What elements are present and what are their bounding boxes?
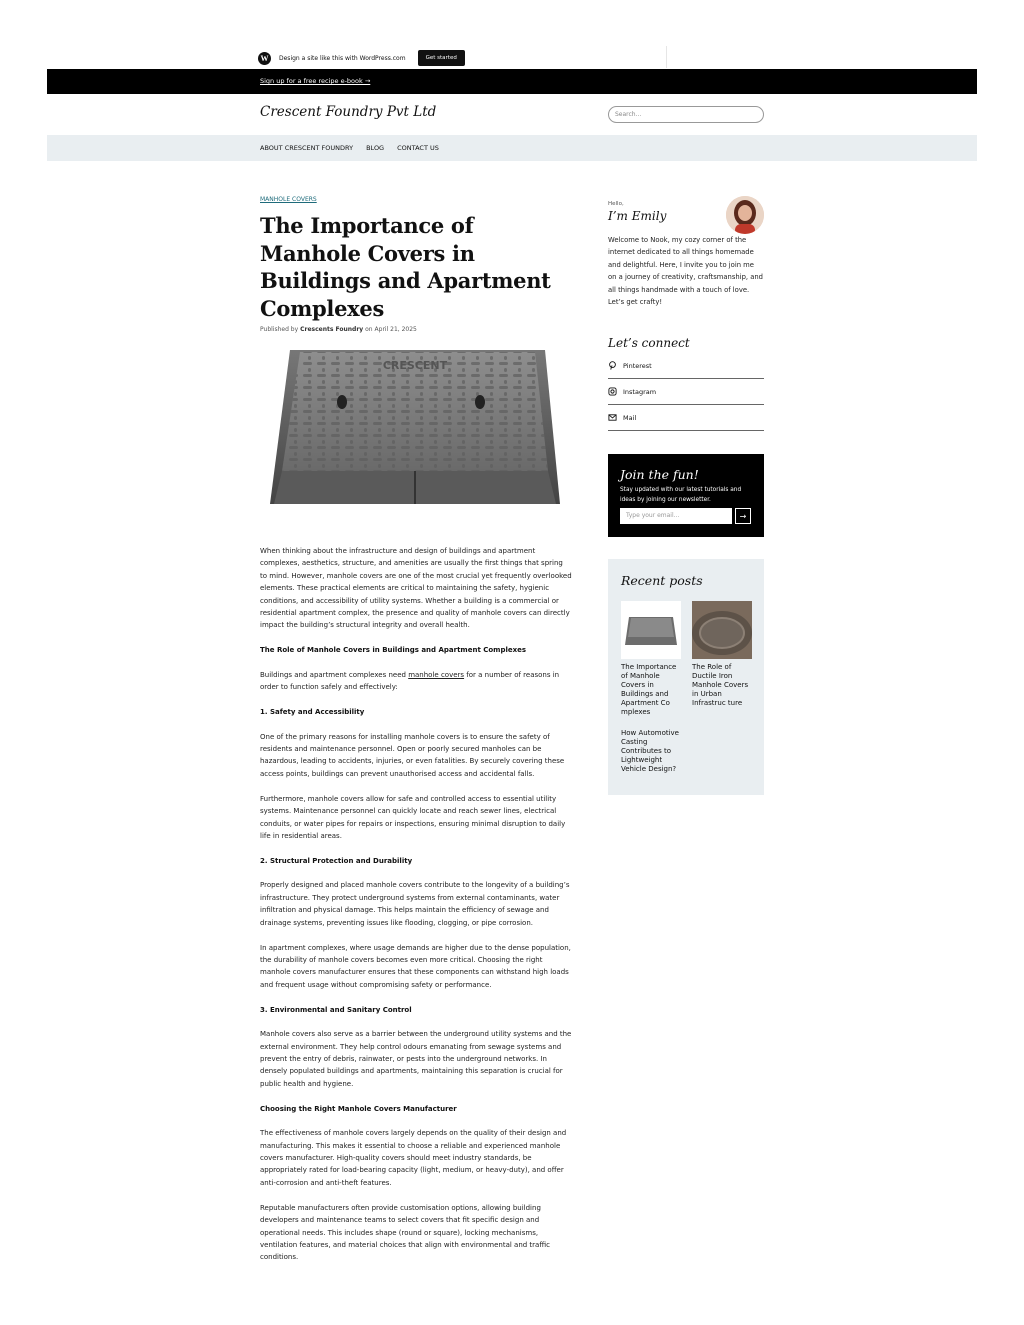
- greeting: Hello,: [608, 201, 624, 207]
- recent-posts-heading: Recent posts: [621, 573, 703, 588]
- paragraph: One of the primary reasons for installing manhole covers is to ensure the safety of residents and maintenance personnel. Open or poorly secured manholes can be hazardous, leading to accidents, injuries, or even fatalities. By securely covering these access points, buildings can prevent unauthorised access and accidental falls.: [260, 732, 565, 778]
- recent-posts: [608, 559, 764, 795]
- social-label: Pinterest: [623, 361, 652, 370]
- subscribe-button[interactable]: →: [735, 508, 751, 524]
- post-date[interactable]: April 21, 2025: [374, 326, 417, 333]
- social-link-mail[interactable]: [608, 405, 764, 431]
- divider: [666, 46, 667, 68]
- paragraph: Properly designed and placed manhole covers contribute to the longevity of a building’s infrastructure. They protect underground systems from external contaminants, water infiltration and physical damage. This helps maintain the efficiency of sewage and drainage systems, preventing issues like flooding, clogging, or pipe corrosion.: [260, 881, 570, 927]
- connect-heading: Let’s connect: [608, 336, 690, 350]
- paragraph: In apartment complexes, where usage demands are higher due to the dense population, the durability of manhole covers becomes even more critical. Choosing the right manhole covers manufacturer ensures that these components can withstand high loads and frequent usage without compromising safety or performance.: [260, 943, 571, 989]
- social-link-instagram[interactable]: [608, 379, 764, 405]
- section-heading: The Role of Manhole Covers in Buildings and Apartment Complexes: [260, 646, 527, 655]
- main-navigation: [47, 135, 977, 161]
- author-name: I’m Emily: [608, 209, 667, 223]
- sidebar: [608, 196, 764, 422]
- social-label: Instagram: [623, 387, 657, 396]
- mail-icon: [608, 413, 617, 422]
- nav-item-blog[interactable]: BLOG: [366, 144, 385, 152]
- recent-post-link[interactable]: How Automotive Casting Contributes to Lightweight Vehicle Design?: [621, 729, 679, 773]
- newsletter-heading: Join the fun!: [620, 467, 699, 482]
- paragraph: The effectiveness of manhole covers largely depends on the quality of their design and manufacturing. This makes it essential to choose a reliable and experienced manhole covers manufacturer. High-quality covers should meet industry standards, be appropriately rated for load-bearing capacity (light, medium, or heavy-duty), and offer anti-corrosion and anti-theft features.: [260, 1129, 567, 1187]
- pinterest-icon: [608, 361, 617, 370]
- social-link-pinterest[interactable]: [608, 353, 764, 379]
- section-heading: 2. Structural Protection and Durability: [260, 856, 413, 865]
- recent-post-thumbnail[interactable]: [621, 601, 681, 659]
- nav-item-about[interactable]: ABOUT CRESCENT FOUNDRY: [260, 144, 354, 152]
- author-intro: Welcome to Nook, my cozy corner of the internet dedicated to all things homemade and delightful. Here, I invite you to join me on a journey of creativity, craftsmanship, and all things handmade with a touch of love. Let’s get crafty!: [608, 236, 763, 307]
- wordpress-logo-icon: W: [258, 52, 271, 65]
- email-input[interactable]: Type your email...: [620, 508, 732, 524]
- wordpress-promo-bar: [258, 48, 465, 68]
- search-input[interactable]: Search...: [608, 106, 764, 123]
- wordpress-promo-text[interactable]: Design a site like this with WordPress.com: [279, 54, 406, 62]
- article-body: [260, 545, 572, 1276]
- article-title: The Importance of Manhole Covers in Buildings and Apartment Complexes: [260, 213, 551, 321]
- paragraph: Furthermore, manhole covers allow for safe and controlled access to essential utility systems. Maintenance personnel can quickly locate and reach sewer lines, electrical conduits, or water pipes for repairs or inspections, ensuring minimal disruption to daily life in residential areas.: [260, 794, 566, 840]
- section-heading: 1. Safety and Accessibility: [260, 708, 365, 717]
- featured-image: [260, 336, 572, 521]
- paragraph-text: Buildings and apartment complexes need: [260, 670, 406, 679]
- byline: [260, 326, 572, 333]
- recent-post-link[interactable]: The Role of Ductile Iron Manhole Covers in Urban Infrastruc ture: [692, 663, 749, 707]
- paragraph-text: for a number of reasons in order to function safely and effectively:: [260, 670, 560, 692]
- social-label: Mail: [623, 413, 637, 422]
- newsletter-box: [608, 454, 764, 537]
- section-heading: 3. Environmental and Sanitary Control: [260, 1005, 412, 1014]
- byline-mid: on: [365, 326, 373, 333]
- manhole-logo-text: CRESCENT: [382, 359, 448, 372]
- newsletter-description: Stay updated with our latest tutorials and ideas by joining our newsletter.: [620, 487, 742, 503]
- instagram-icon: [608, 387, 617, 396]
- avatar: [726, 196, 764, 234]
- paragraph: Manhole covers also serve as a barrier between the underground utility systems and the external environment. They help control odours emanating from sewage systems and prevent the entry of debris, rainwater, or pests into the underground networks. In densely populated buildings and apartments, maintaining this separation is crucial for public health and hygiene.: [260, 1030, 572, 1088]
- get-started-button[interactable]: Get started: [418, 50, 465, 66]
- article-header: [260, 196, 572, 333]
- section-heading: Choosing the Right Manhole Covers Manufacturer: [260, 1104, 457, 1113]
- byline-prefix: Published by: [260, 326, 299, 333]
- nav-item-contact[interactable]: CONTACT US: [397, 144, 439, 152]
- paragraph: When thinking about the infrastructure and design of buildings and apartment complexes, aesthetics, structure, and amenities are usually the first things that spring to mind. However, manhole covers are one of the most crucial yet frequently overlooked elements. These practical elements are critical to maintaining the safety, hygienic conditions, and accessibility of utility systems. Whether a building is a commercial or residential apartment complex, the presence and quality of manhole covers can directly impact the building’s structural integrity and overall health.: [260, 547, 572, 630]
- ebook-signup-link[interactable]: Sign up for a free recipe e-book →: [260, 77, 371, 85]
- manhole-covers-link[interactable]: manhole covers: [408, 670, 465, 679]
- recent-post-thumbnail[interactable]: [692, 601, 752, 659]
- recent-post-link[interactable]: The Importance of Manhole Covers in Buildings and Apartment Co mplexes: [621, 663, 677, 716]
- paragraph: [260, 669, 572, 694]
- site-title[interactable]: Crescent Foundry Pvt Ltd: [260, 104, 437, 120]
- promo-banner: [47, 69, 977, 94]
- paragraph: Reputable manufacturers often provide customisation options, allowing building developers and maintenance teams to select covers that fit specific design and operational needs. This includes shape (round or square), locking mechanisms, ventilation features, and material choices that align with environmental and traffic conditions.: [260, 1203, 550, 1262]
- author-link[interactable]: Crescents Foundry: [300, 326, 364, 333]
- category-link[interactable]: MANHOLE COVERS: [260, 196, 317, 203]
